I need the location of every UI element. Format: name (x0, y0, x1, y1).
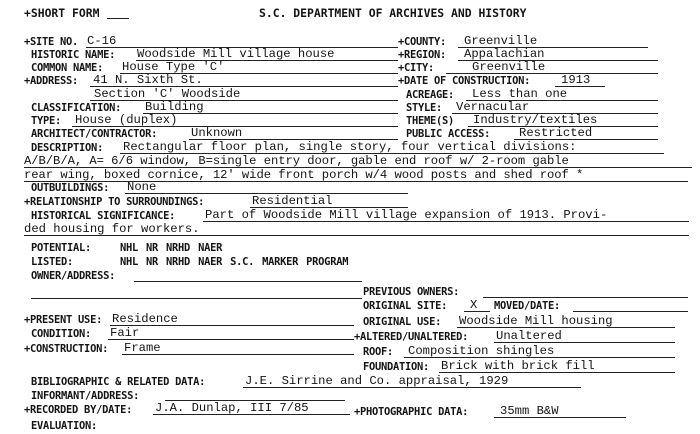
classification-value: Building (145, 100, 204, 114)
original-use-value: Woodside Mill housing (459, 314, 613, 328)
architect-value: Unknown (191, 126, 243, 140)
relationship-value: Residential (252, 194, 333, 208)
county-value: Greenville (464, 34, 538, 48)
short-form-line (107, 18, 129, 19)
short-form-heading: +SHORT FORM (24, 6, 100, 20)
architect-label: ARCHITECT/CONTRACTOR: (31, 128, 158, 140)
foundation-label: FOUNDATION: (363, 361, 430, 373)
original-site-mark: X (470, 298, 478, 312)
significance-line-1-rule (203, 221, 689, 222)
address-label: +ADDRESS: (24, 75, 79, 87)
construction-line (122, 354, 354, 355)
address-line-2-rule (90, 100, 398, 101)
altered-line (494, 342, 675, 343)
condition-line (108, 339, 354, 340)
description-line-1: Rectangular floor plan, single story, four vertical divisions: (123, 140, 577, 154)
common-name-value: House Type 'C' (122, 60, 225, 74)
acreage-label: ACREAGE: (406, 89, 455, 101)
description-line-2: A/B/B/A, A= 6/6 window, B=single entry door, gable end roof w/ 2-room gable (24, 154, 569, 168)
original-site-label: ORIGINAL SITE: (363, 300, 448, 312)
roof-label: ROOF: (363, 346, 394, 358)
address-line-1: 41 N. Sixth St. (93, 73, 203, 87)
style-value: Vernacular (456, 100, 530, 114)
significance-line-1: Part of Woodside Mill village expansion of 1913. Provi- (205, 208, 608, 222)
roof-value: Composition shingles (408, 344, 555, 358)
city-label: +CITY: (398, 62, 435, 74)
previous-owners-label: PREVIOUS OWNERS: (363, 286, 460, 298)
construction-label: +CONSTRUCTION: (24, 343, 109, 355)
photographic-label: +PHOTOGRAPHIC DATA: (354, 406, 469, 418)
city-line (446, 73, 658, 74)
site-no-value: C-16 (87, 34, 117, 48)
owner-line-2 (31, 298, 362, 299)
altered-value: Unaltered (496, 329, 562, 343)
description-line-3: rear wing, boxed cornice, 12' wide front porch w/4 wood posts and shed roof * (24, 168, 584, 182)
themes-label: THEME(S) (406, 115, 455, 127)
site-no-label: +SITE NO. (24, 36, 79, 48)
recorded-line (153, 414, 350, 415)
previous-owners-line (483, 297, 688, 298)
significance-line-2-rule (24, 235, 689, 236)
bibliographic-line (243, 387, 581, 388)
roof-line (404, 357, 675, 358)
themes-value: Industry/textiles (473, 113, 598, 127)
evaluation-label: EVALUATION: (31, 420, 98, 432)
agency-heading: S.C. DEPARTMENT OF ARCHIVES AND HISTORY (259, 6, 527, 20)
original-site-line (464, 311, 490, 312)
bibliographic-label: BIBLIOGRAPHIC & RELATED DATA: (31, 376, 206, 388)
address-line-2: Section 'C' Woodside (94, 87, 241, 101)
public-access-value: Restricted (519, 126, 593, 140)
significance-label: HISTORICAL SIGNIFICANCE: (31, 210, 176, 222)
altered-label: +ALTERED/UNALTERED: (354, 331, 469, 343)
type-value: House (duplex) (75, 113, 178, 127)
acreage-value: Less than one (472, 87, 568, 101)
present-use-label: +PRESENT USE: (24, 314, 103, 326)
description-label: DESCRIPTION: (31, 142, 104, 154)
foundation-line (439, 372, 675, 373)
original-use-line (457, 327, 675, 328)
description-line-3-rule (24, 181, 688, 182)
original-use-label: ORIGINAL USE: (363, 316, 442, 328)
foundation-value: Brick with brick fill (441, 359, 595, 373)
potential-label: POTENTIAL: (31, 242, 92, 254)
listed-label: LISTED: (31, 256, 74, 268)
county-label: +COUNTY: (398, 36, 447, 48)
condition-value: Fair (110, 326, 140, 340)
photographic-line (494, 417, 626, 418)
recorded-value: J.A. Dunlap, III 7/85 (155, 401, 309, 415)
informant-label: INFORMANT/ADDRESS: (31, 390, 140, 402)
construction-value: Frame (124, 341, 161, 355)
public-access-label: PUBLIC ACCESS: (406, 128, 491, 140)
listed-options: NHL NR NRHD NAER S.C. MARKER PROGRAM (120, 256, 349, 268)
classification-label: CLASSIFICATION: (31, 102, 122, 114)
present-use-line (110, 325, 354, 326)
type-label: TYPE: (31, 115, 62, 127)
moved-date-line (573, 311, 688, 312)
potential-options: NHL NR NRHD NAER (120, 242, 223, 254)
outbuildings-value: None (127, 180, 157, 194)
recorded-label: +RECORDED BY/DATE: (24, 404, 133, 416)
region-value: Appalachian (464, 47, 545, 61)
condition-label: CONDITION: (31, 328, 92, 340)
city-value: Greenville (472, 60, 546, 74)
present-use-value: Residence (112, 312, 178, 326)
relationship-label: +RELATIONSHIP TO SURROUNDINGS: (24, 196, 205, 208)
outbuildings-label: OUTBUILDINGS: (31, 182, 110, 194)
date-value: 1913 (561, 73, 591, 87)
classification-line (143, 113, 398, 114)
region-label: +REGION: (398, 49, 447, 61)
bibliographic-value: J.E. Sirrine and Co. appraisal, 1929 (245, 374, 509, 388)
significance-line-2: ded housing for workers. (24, 222, 200, 236)
date-label: +DATE OF CONSTRUCTION: (398, 75, 531, 87)
photographic-value: 35mm B&W (500, 404, 559, 418)
common-name-label: COMMON NAME: (31, 62, 104, 74)
style-label: STYLE: (406, 102, 443, 114)
owner-label: OWNER/ADDRESS: (31, 270, 116, 282)
owner-line-1 (134, 281, 362, 282)
moved-date-label: MOVED/DATE: (494, 300, 561, 312)
historic-name-label: HISTORIC NAME: (31, 49, 116, 61)
historic-name-value: Woodside Mill village house (137, 47, 335, 61)
